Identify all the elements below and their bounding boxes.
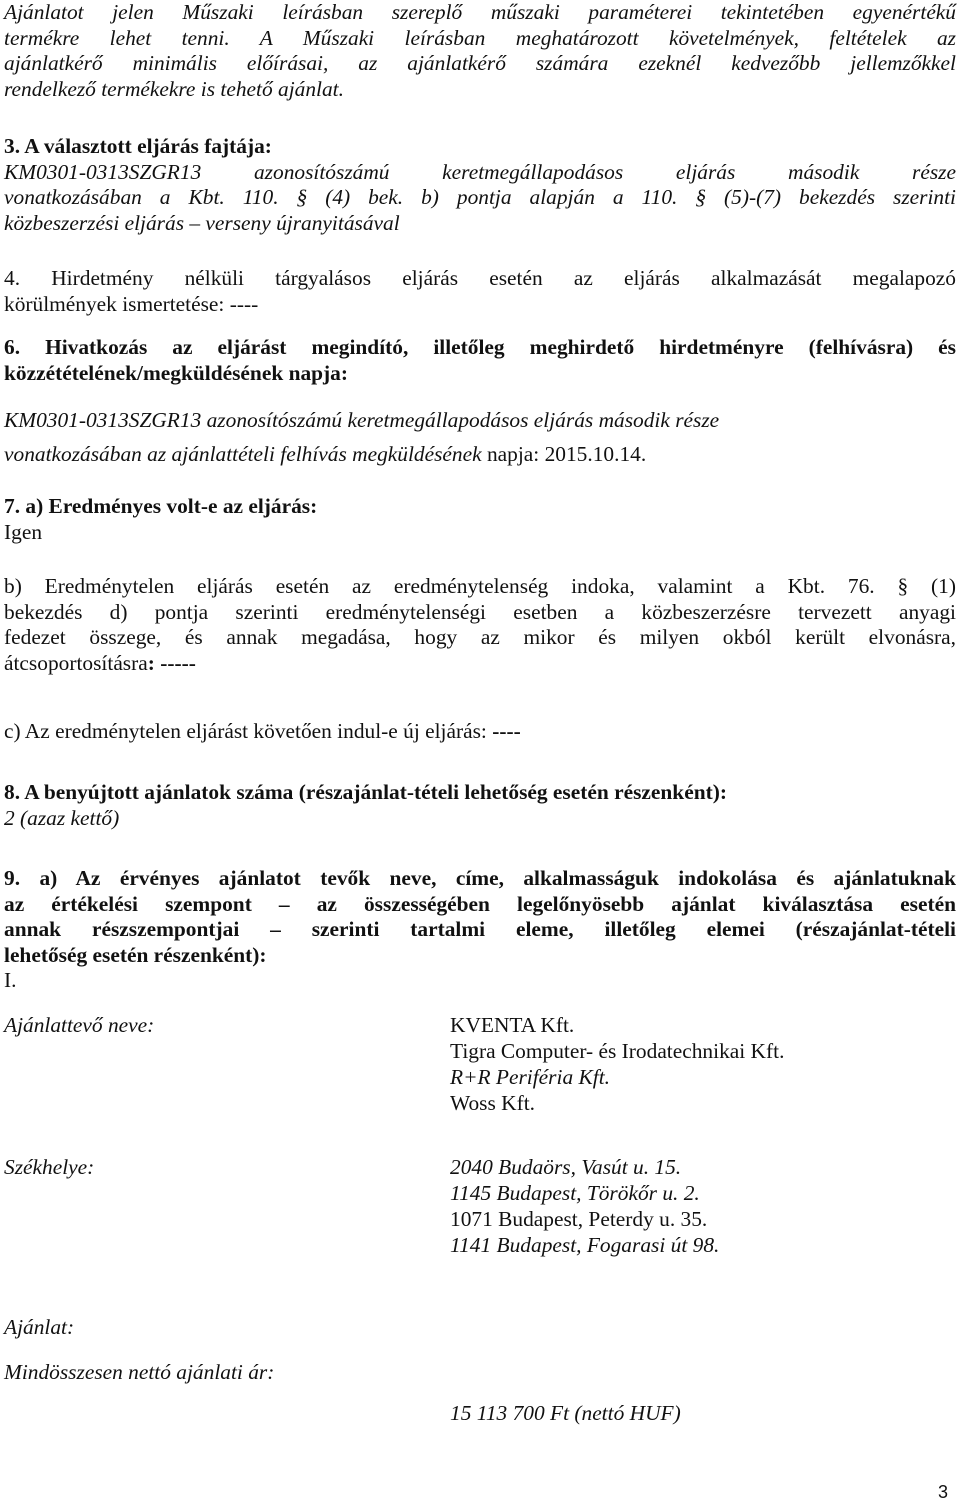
seat-address: 1141 Budapest, Fogarasi út 98.: [450, 1233, 720, 1257]
bidder-name: [450, 1038, 784, 1064]
section-7c-line: [4, 719, 956, 745]
intro-line: ajánlatkérő minimális előírásai, az ajánlatkérő számára ezeknél kedvezőbb jellemzőkkel: [4, 51, 956, 75]
bidder-name: KVENTA Kft.: [450, 1013, 575, 1037]
section-7b: [4, 574, 956, 676]
section-7: [4, 494, 956, 545]
seat-label: Székhelye:: [4, 1155, 95, 1179]
section-7-heading: 7. a) Eredményes volt-e az eljárás:: [4, 494, 318, 518]
section-3-line: KM0301-0313SZGR13 azonosítószámú keretmegállapodásos eljárás második része: [4, 159, 956, 184]
section-7b-dashes: : -----: [147, 650, 196, 675]
section-7b-line: [4, 651, 956, 677]
bidder-list: [450, 1012, 784, 1116]
bidder-name-text: Tigra Computer- és Irodatechnikai Kft.: [450, 1039, 785, 1063]
total-value: 15 113 700 Ft (nettó HUF): [450, 1401, 681, 1425]
section-9-heading: 9. a) Az érvényes ajánlatot tevők neve, címe, alkalmasságuk indokolása és ajánlatuknak: [4, 866, 956, 890]
intro-line: rendelkező termékekre is tehető ajánlat.: [4, 76, 344, 101]
section-7c-dashes: ----: [492, 719, 521, 743]
seat-address: 2040 Budaörs, Vasút u. 15.: [450, 1155, 682, 1179]
section-6-date: napja: 2015.10.14.: [481, 442, 647, 466]
section-6-body: [4, 403, 956, 471]
section-6: [4, 335, 956, 386]
seat-address: 1071 Budapest, Peterdy u. 35.: [450, 1207, 708, 1231]
section-3-line: vonatkozásában a Kbt. 110. § (4) bek. b) pontja alapján a 110. § (5)-(7) bekezdés szerinti: [4, 185, 956, 209]
seat-address: 1145 Budapest, Törökőr u. 2.: [450, 1181, 700, 1205]
bidder-name: Woss Kft.: [450, 1091, 536, 1115]
section-6-italic: vonatkozásában az ajánlattételi felhívás megküldésének: [4, 442, 482, 466]
section-7c-text: c) Az eredménytelen eljárást követően indul-e új eljárás:: [4, 719, 493, 743]
section-6-line: [4, 437, 956, 471]
section-3: [4, 134, 956, 236]
bidder-label: Ajánlattevő neve:: [4, 1013, 155, 1037]
section-9-heading: lehetőség esetén részenként):: [4, 942, 267, 967]
section-7b-text: átcsoportosításra: [4, 650, 148, 675]
bidder-name: R+R Periféria Kft.: [450, 1065, 610, 1089]
total-label: Mindösszesen nettó ajánlati ár:: [4, 1360, 275, 1384]
section-9: [4, 866, 956, 994]
section-9-roman: I.: [4, 968, 17, 992]
section-6-heading: 6. Hivatkozás az eljárást megindító, illetőleg meghirdető hirdetményre (felhívásra) és: [4, 335, 956, 359]
section-6-heading: közzétételének/megküldésének napja:: [4, 360, 348, 385]
offer-label: Ajánlat:: [4, 1315, 75, 1339]
intro-line: Ajánlatot jelen Műszaki leírásban szereplő műszaki paraméterei tekintetében egyenértékű: [4, 0, 956, 24]
section-7b-line: bekezdés d) pontja szerinti eredménytelenségi esetben a közbeszerzésre tervezett anyagi: [4, 599, 956, 624]
section-7b-line: b) Eredménytelen eljárás esetén az eredménytelenség indoka, valamint a Kbt. 76. § (1): [4, 574, 956, 598]
intro-paragraph: [4, 0, 956, 102]
section-7c: [4, 719, 956, 745]
section-7b-line: fedezet összege, és annak megadása, hogy az mikor és milyen okból került elvonásra,: [4, 625, 956, 649]
seat-list: [450, 1154, 719, 1258]
section-3-heading: 3. A választott eljárás fajtája:: [4, 134, 272, 158]
section-8: [4, 780, 956, 831]
section-3-line: közbeszerzési eljárás – verseny újranyitásával: [4, 210, 400, 235]
section-8-answer: 2 (azaz kettő): [4, 805, 120, 830]
section-9-heading: az értékelési szempont – az összességében legelőnyösebb ajánlat kiválasztása esetén: [4, 891, 956, 916]
section-4: [4, 266, 956, 317]
section-4-line: körülmények ismertetése: ----: [4, 291, 259, 316]
section-8-heading: 8. A benyújtott ajánlatok száma (részajánlat-tételi lehetőség esetén részenként):: [4, 780, 727, 804]
page-number: 3: [937, 1482, 948, 1502]
section-7-answer: Igen: [4, 519, 43, 544]
section-4-line: 4. Hirdetmény nélküli tárgyalásos eljárás esetén az eljárás alkalmazását megalapozó: [4, 266, 956, 290]
section-6-line: KM0301-0313SZGR13 azonosítószámú keretmegállapodásos eljárás második része: [4, 408, 720, 432]
intro-line: termékre lehet tenni. A Műszaki leírásban meghatározott követelmények, feltételek az: [4, 25, 956, 50]
section-9-heading: annak részszempontjai – szerinti tartalmi eleme, illetőleg elemei (részajánlat-tételi: [4, 917, 956, 941]
